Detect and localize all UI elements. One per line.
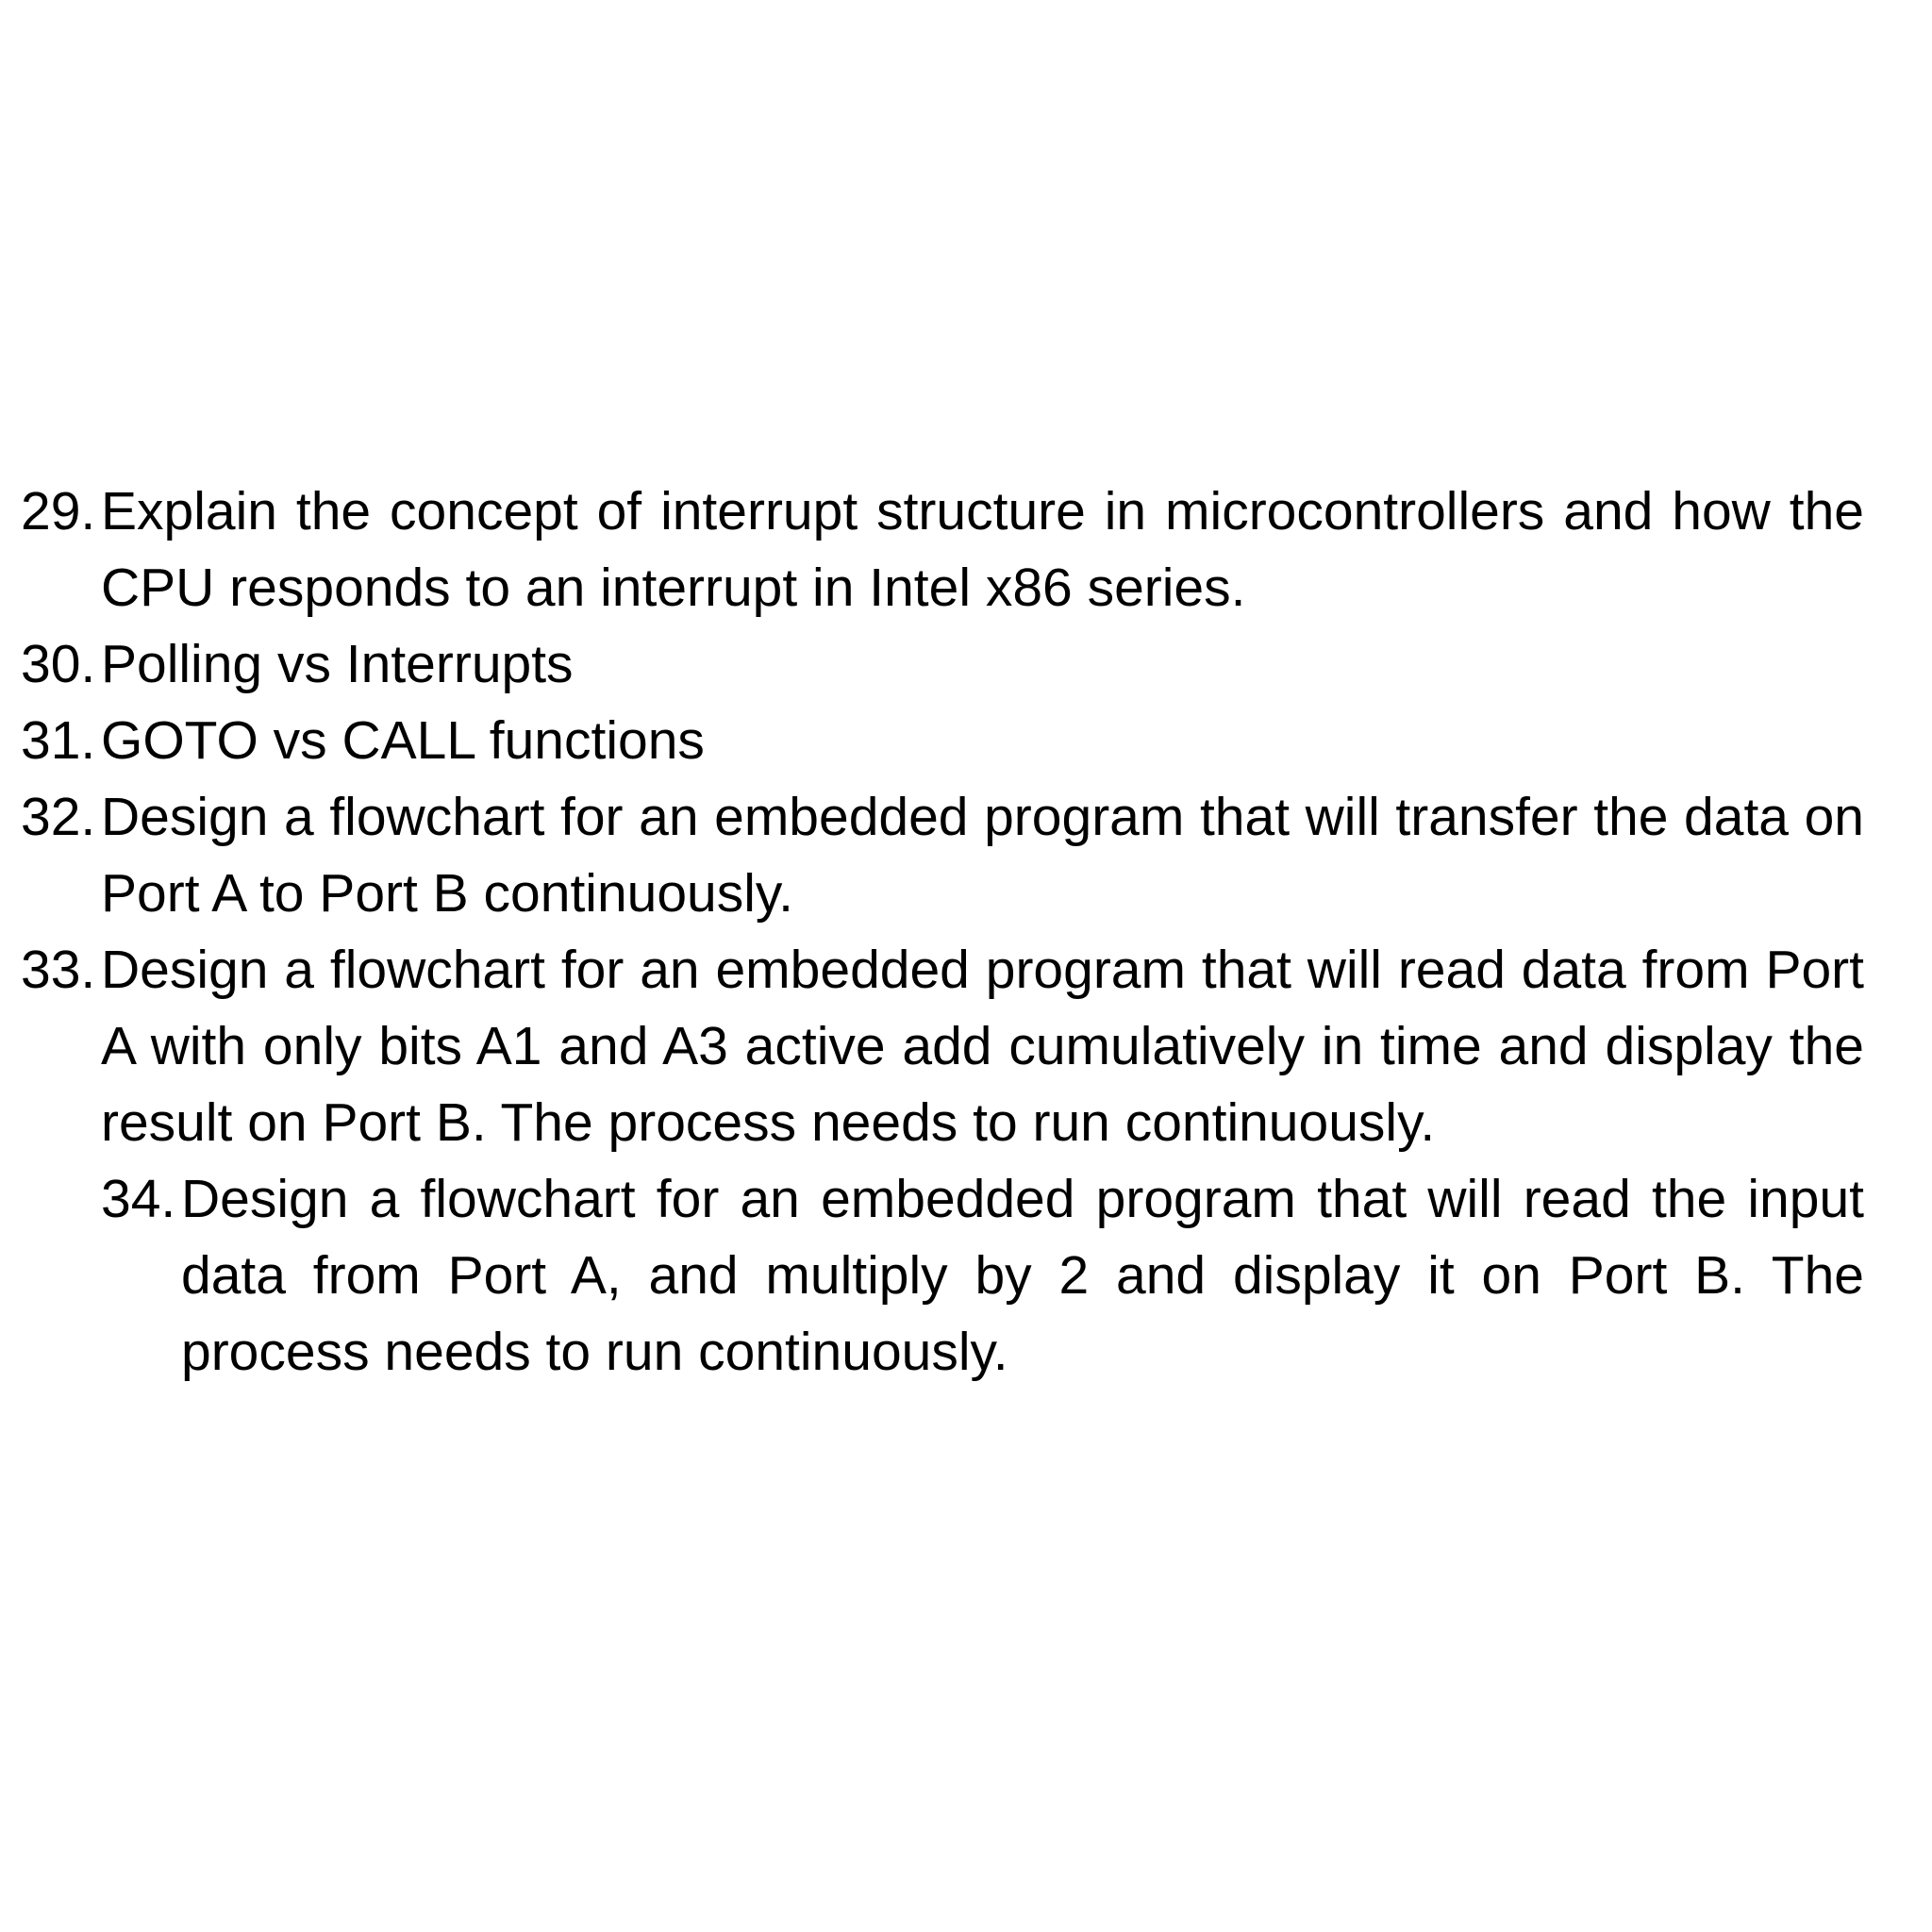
question-number: 29.	[21, 481, 96, 541]
question-number: 33.	[21, 940, 96, 1000]
question-text: Design a flowchart for an embedded program that will read the input data from Port A, and multiply by 2 and display it on Port B. The process needs to run continuously.	[181, 1169, 1864, 1382]
question-text: Design a flowchart for an embedded program that will transfer the data on Port A to Port B continuously.	[101, 787, 1864, 924]
question-number: 34.	[101, 1169, 176, 1229]
question-number: 31.	[21, 710, 96, 771]
question-31	[0, 703, 1864, 779]
question-text: Polling vs Interrupts	[101, 634, 574, 694]
question-33	[0, 932, 1864, 1161]
question-29	[0, 474, 1864, 626]
question-number: 30.	[21, 634, 96, 694]
question-text: GOTO vs CALL functions	[101, 710, 705, 771]
question-32	[0, 779, 1864, 932]
question-34	[0, 1161, 1864, 1391]
question-text: Design a flowchart for an embedded program that will read data from Port A with only bits A1 and A3 active add cumulatively in time and display the result on Port B. The process needs to run continuously.	[101, 940, 1864, 1153]
question-list	[0, 474, 1932, 1391]
question-number: 32.	[21, 787, 96, 847]
question-text: Explain the concept of interrupt structure in microcontrollers and how the CPU responds to an interrupt in Intel x86 series.	[101, 481, 1864, 618]
question-30	[0, 626, 1864, 703]
